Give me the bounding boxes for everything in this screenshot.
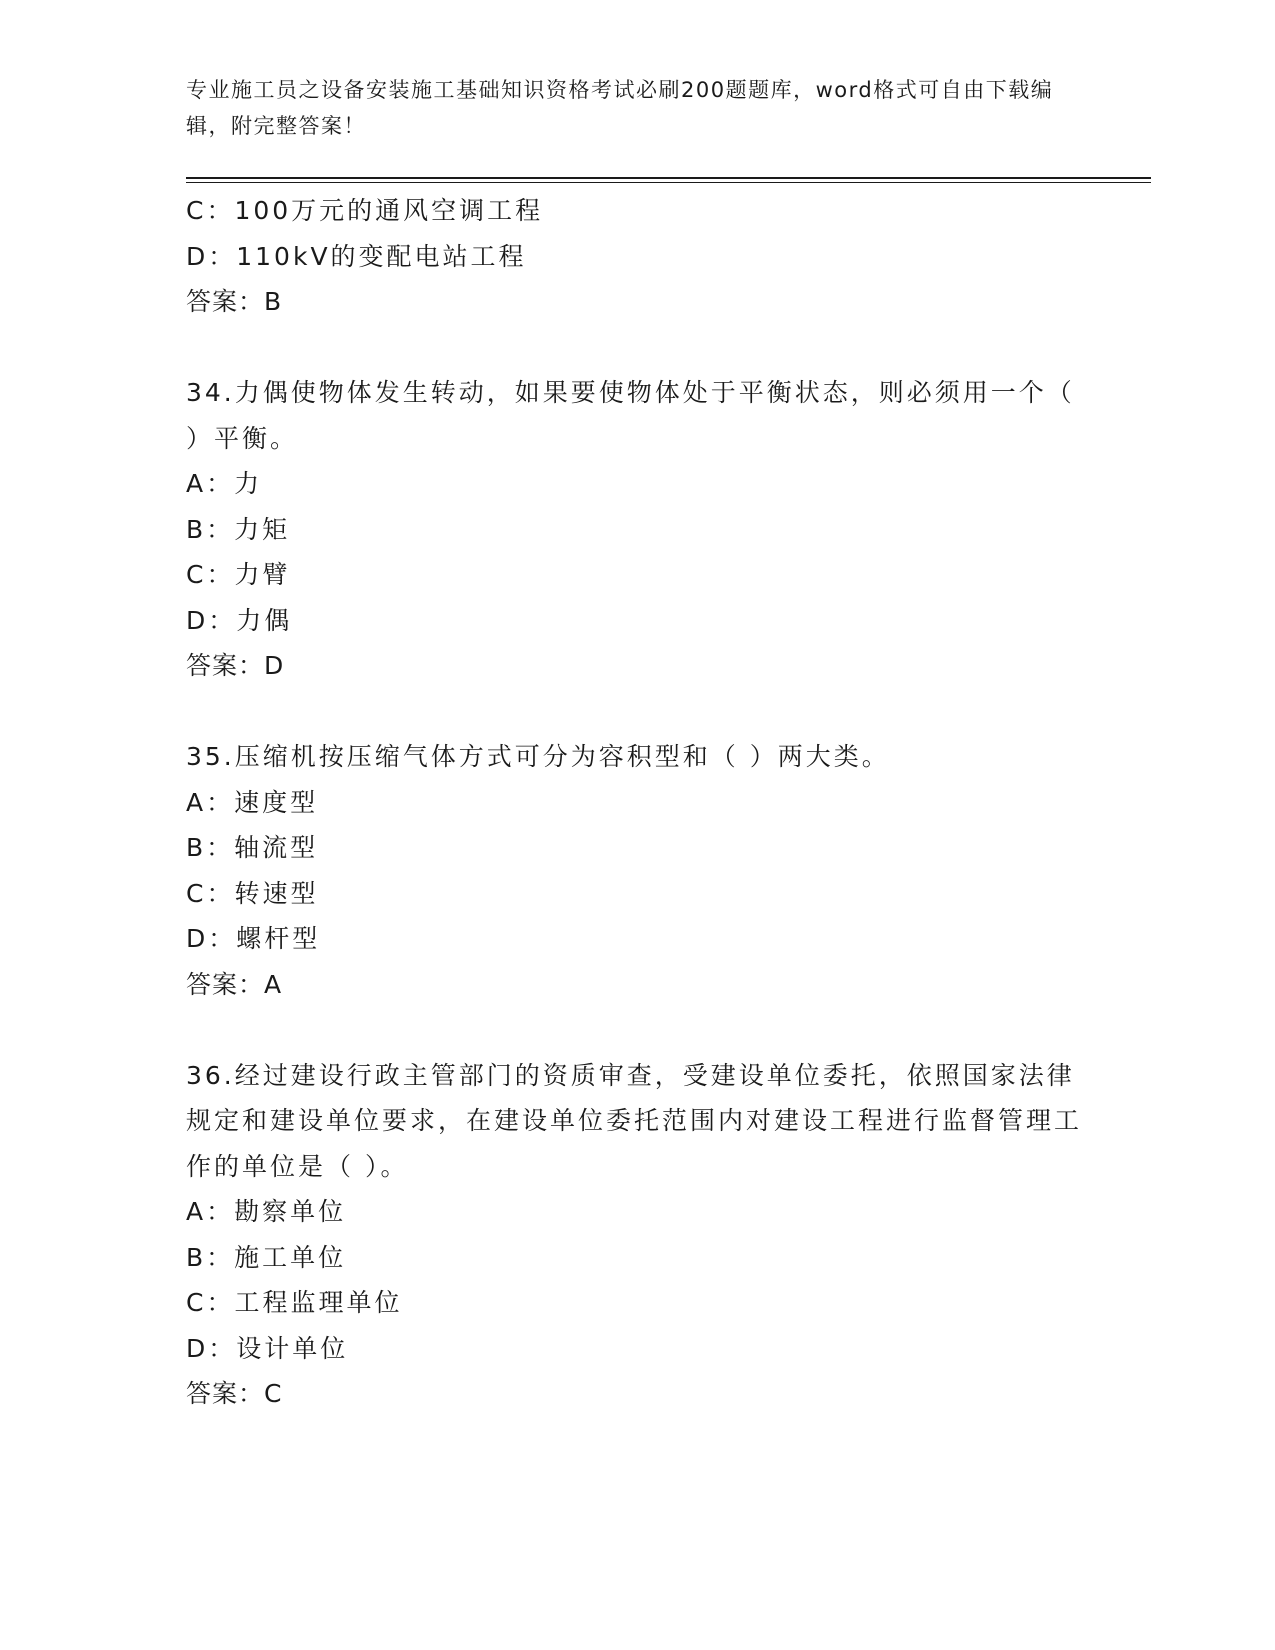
question-33-tail [186, 188, 1086, 325]
question-36 [186, 1053, 1086, 1417]
answer: 答案：D [186, 651, 285, 680]
answer: 答案：C [186, 1379, 283, 1408]
spacer [186, 689, 1086, 735]
spacer [186, 1007, 1086, 1053]
question-34 [186, 370, 1086, 689]
option-d: D：设计单位 [186, 1333, 349, 1363]
option-c: C：工程监理单位 [186, 1288, 403, 1317]
option-b: B：施工单位 [186, 1242, 347, 1272]
option-b: B：力矩 [186, 514, 291, 544]
option-a: A：勘察单位 [186, 1197, 347, 1226]
answer: 答案：A [186, 969, 283, 999]
spacer [186, 325, 1086, 371]
option-d: D：110kV的变配电站工程 [186, 241, 527, 271]
header-divider-thick [186, 177, 1151, 179]
option-c: C：力臂 [186, 560, 291, 589]
question-text: 35.压缩机按压缩气体方式可分为容积型和（ ）两大类。 [186, 742, 890, 771]
question-text: 34.力偶使物体发生转动，如果要使物体处于平衡状态，则必须用一个（ ）平衡。 [186, 378, 1075, 453]
option-c: C：100万元的通风空调工程 [186, 196, 544, 225]
option-a: A：速度型 [186, 787, 319, 817]
option-d: D：力偶 [186, 605, 293, 635]
document-header: 专业施工员之设备安装施工基础知识资格考试必刷200题题库，word格式可自由下载编辑，附完整答案！ [186, 78, 1054, 138]
header-divider-thin [186, 182, 1151, 183]
question-35 [186, 734, 1086, 1007]
option-d: D：螺杆型 [186, 924, 321, 953]
document-body [186, 188, 1086, 1417]
option-c: C：转速型 [186, 878, 319, 908]
option-b: B：轴流型 [186, 833, 319, 862]
question-text: 36.经过建设行政主管部门的资质审查，受建设单位委托，依照国家法律规定和建设单位要求，在建设单位委托范围内对建设工程进行监督管理工作的单位是（ ）。 [186, 1060, 1083, 1181]
answer: 答案：B [186, 287, 283, 316]
option-a: A：力 [186, 469, 263, 498]
